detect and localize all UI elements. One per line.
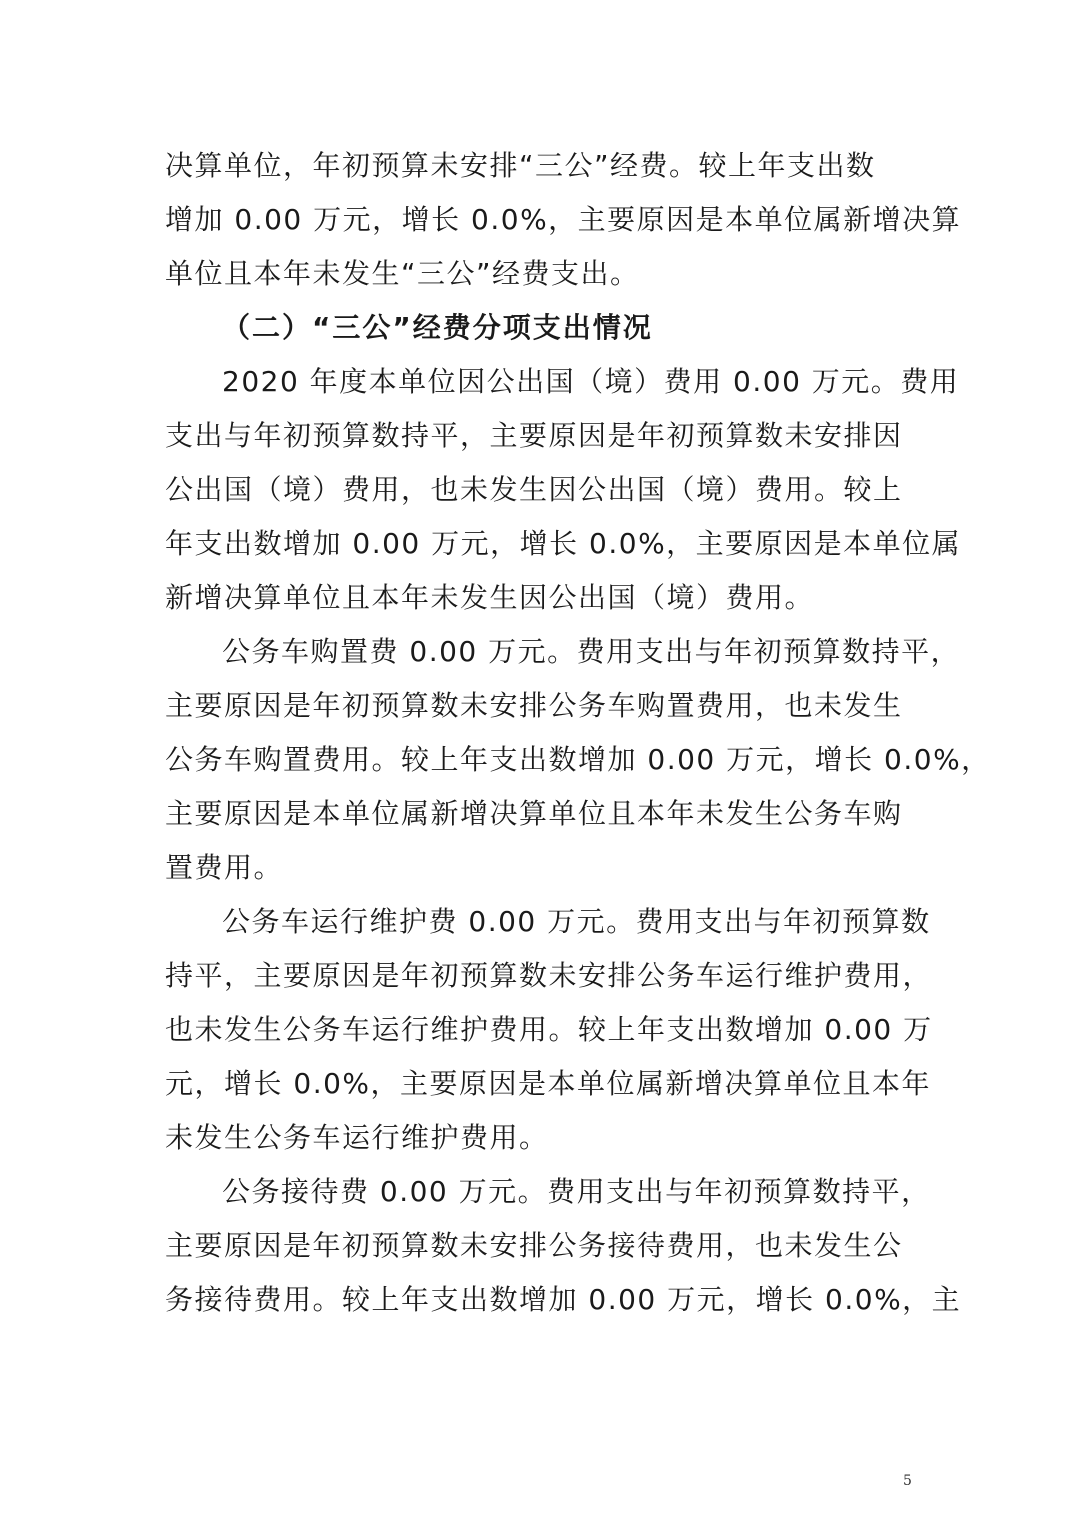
body-text-line: 年支出数增加 0.00 万元，增长 0.0%，主要原因是本单位属 [165, 527, 962, 560]
body-text-line: 未发生公务车运行维护费用。 [165, 1121, 549, 1154]
page-number: 5 [903, 1473, 912, 1489]
body-text-line: 公务车购置费用。较上年支出数增加 0.00 万元，增长 0.0%， [165, 743, 991, 776]
body-text-line: 增加 0.00 万元，增长 0.0%，主要原因是本单位属新增决算 [165, 203, 962, 236]
body-text-line: 元，增长 0.0%，主要原因是本单位属新增决算单位且本年 [165, 1067, 932, 1100]
body-text-line: 主要原因是本单位属新增决算单位且本年未发生公务车购 [165, 797, 903, 830]
body-text-line: 持平，主要原因是年初预算数未安排公务车运行维护费用， [165, 959, 933, 992]
body-text-line: 支出与年初预算数持平，主要原因是年初预算数未安排因 [165, 419, 903, 452]
body-text-line: 务接待费用。较上年支出数增加 0.00 万元，增长 0.0%，主 [165, 1283, 962, 1316]
body-text-line: 主要原因是年初预算数未安排公务接待费用，也未发生公 [165, 1229, 903, 1262]
body-text-line: 公务车购置费 0.00 万元。费用支出与年初预算数持平， [222, 635, 961, 668]
body-text-line: 公务接待费 0.00 万元。费用支出与年初预算数持平， [222, 1175, 931, 1208]
section-heading: （二）“三公”经费分项支出情况 [222, 311, 653, 344]
body-text-line: 单位且本年未发生“三公”经费支出。 [165, 257, 640, 290]
body-text-line: 决算单位，年初预算未安排“三公”经费。较上年支出数 [165, 149, 876, 182]
body-text-line: 新增决算单位且本年未发生因公出国（境）费用。 [165, 581, 815, 614]
body-text-line: 也未发生公务车运行维护费用。较上年支出数增加 0.00 万 [165, 1013, 933, 1046]
body-text-line: 2020 年度本单位因公出国（境）费用 0.00 万元。费用 [222, 365, 960, 398]
body-text-line: 主要原因是年初预算数未安排公务车购置费用，也未发生 [165, 689, 903, 722]
body-text-line: 置费用。 [165, 851, 284, 884]
body-text-line: 公出国（境）费用，也未发生因公出国（境）费用。较上 [165, 473, 903, 506]
body-text-line: 公务车运行维护费 0.00 万元。费用支出与年初预算数 [222, 905, 931, 938]
